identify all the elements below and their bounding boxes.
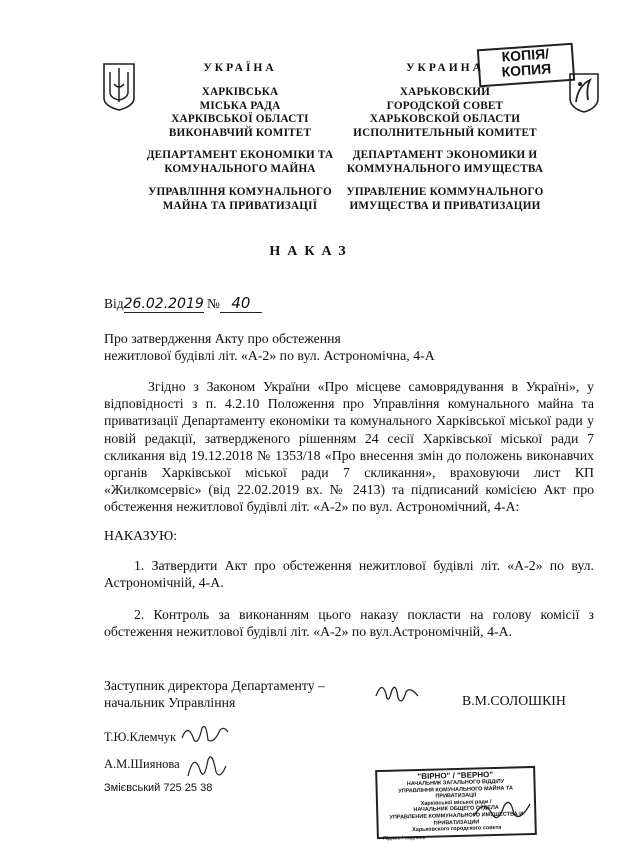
number-prefix: №: [207, 296, 220, 311]
approval-first: Т.Ю.Клемчук: [104, 730, 177, 744]
approval-second: А.М.Шиянова: [104, 757, 180, 771]
order-date-line: [104, 294, 262, 313]
header-right-administration: УПРАВЛЕНИЕ КОММУНАЛЬНОГО ИМУЩЕСТВА И ПРИВАТИЗАЦИИ: [346, 186, 544, 212]
verification-signature: [470, 792, 534, 826]
header-left-department: ДЕПАРТАМЕНТ ЕКОНОМІКИ ТА КОМУНАЛЬНОГО МАЙНА: [146, 149, 334, 175]
verification-stamp-footer: Підпис / подпись: [382, 834, 426, 842]
verification-stamp-text: НАЧАЛЬНИК ЗАГАЛЬНОГО ВІДДІЛУ УПРАВЛІННЯ КОМУНАЛЬНОГО МАЙНА ТА ПРИВАТИЗАЦІЇ Харківської міської ради / НАЧАЛЬНИК ОБЩЕГО ОТДЕЛА УПРАВЛЕНИЕ КОММУНАЛЬНОГО ИМУЩЕСТВА И ПРИВАТИЗАЦИИ Харьковского городского совета: [389, 778, 524, 834]
approval-signature-first: [180, 720, 230, 748]
approval-signature-second: [184, 746, 230, 786]
executor-contact: Змієвський 725 25 38: [104, 782, 213, 794]
order-subject: Про затвердження Акту про обстеження нежитлової будівлі літ. «А-2» по вул. Астрономічна, 4-А: [104, 331, 435, 364]
order-date-value: 26.02.2019: [123, 296, 204, 312]
order-item: 1. Затвердити Акт про обстеження нежитлової будівлі літ. «А-2» по вул. Астрономічній, 4-А.: [104, 558, 594, 591]
order-number-value: 40: [220, 294, 262, 313]
order-item: 2. Контроль за виконанням цього наказу покласти на голову комісії з обстеження нежитлової будівлі літ. «А-2» по вул.Астрономічній, 4-А.: [104, 607, 594, 640]
header-left-council: ХАРКІВСЬКА МІСЬКА РАДА ХАРКІВСЬКОЇ ОБЛАСТІ ВИКОНАВЧИЙ КОМІТЕТ: [168, 86, 312, 139]
copy-stamp-line: КОПИЯ: [501, 60, 552, 80]
copy-stamp-line: КОПІЯ/: [501, 45, 550, 65]
header-right-country: УКРАИНА: [406, 62, 484, 74]
date-prefix: Від: [104, 296, 124, 311]
order-title: НАКАЗ: [269, 244, 353, 259]
trident-emblem: [102, 62, 136, 112]
verification-stamp-title: "ВІРНО" / "ВЕРНО": [417, 770, 494, 781]
director-signature: [372, 676, 424, 710]
header-left-administration: УПРАВЛІННЯ КОМУНАЛЬНОГО МАЙНА ТА ПРИВАТИЗАЦІЇ: [148, 186, 332, 212]
order-directive: НАКАЗУЮ:: [104, 528, 178, 543]
header-right-council: ХАРЬКОВСКИЙ ГОРОДСКОЙ СОВЕТ ХАРЬКОВСКОЙ ОБЛАСТИ ИСПОЛНИТЕЛЬНЫЙ КОМИТЕТ: [353, 86, 537, 139]
header-right-department: ДЕПАРТАМЕНТ ЭКОНОМИКИ И КОММУНАЛЬНОГО ИМУЩЕСТВА: [346, 149, 544, 175]
signatory-position: Заступник директора Департаменту – начальник Управління: [104, 678, 325, 711]
order-preamble: Згідно з Законом України «Про місцеве самоврядування в Україні», у відповідності з п. 4.2.10 Положення про Управління комунального майна та приватизації Департаменту економіки та комунального Харківської міської ради у новій редакції, затвердженого рішенням 24 сесії Харківської міської ради 7 скликання від 19.12.2018 № 1353/18 «Про внесення змін до положень виконавчих органів Харківської міської ради 7 скликання», враховуючи лист КП «Жилкомсервіс» (від 22.02.2019 вх. № 2413) та підписаний комісією Акт про обстеження нежитлової будівлі літ. «А-2» по вул. Астрономічний, 4-А:: [104, 379, 594, 515]
signatory-name: В.М.СОЛОШКІН: [462, 693, 566, 708]
header-left-country: УКРАЇНА: [203, 62, 277, 74]
